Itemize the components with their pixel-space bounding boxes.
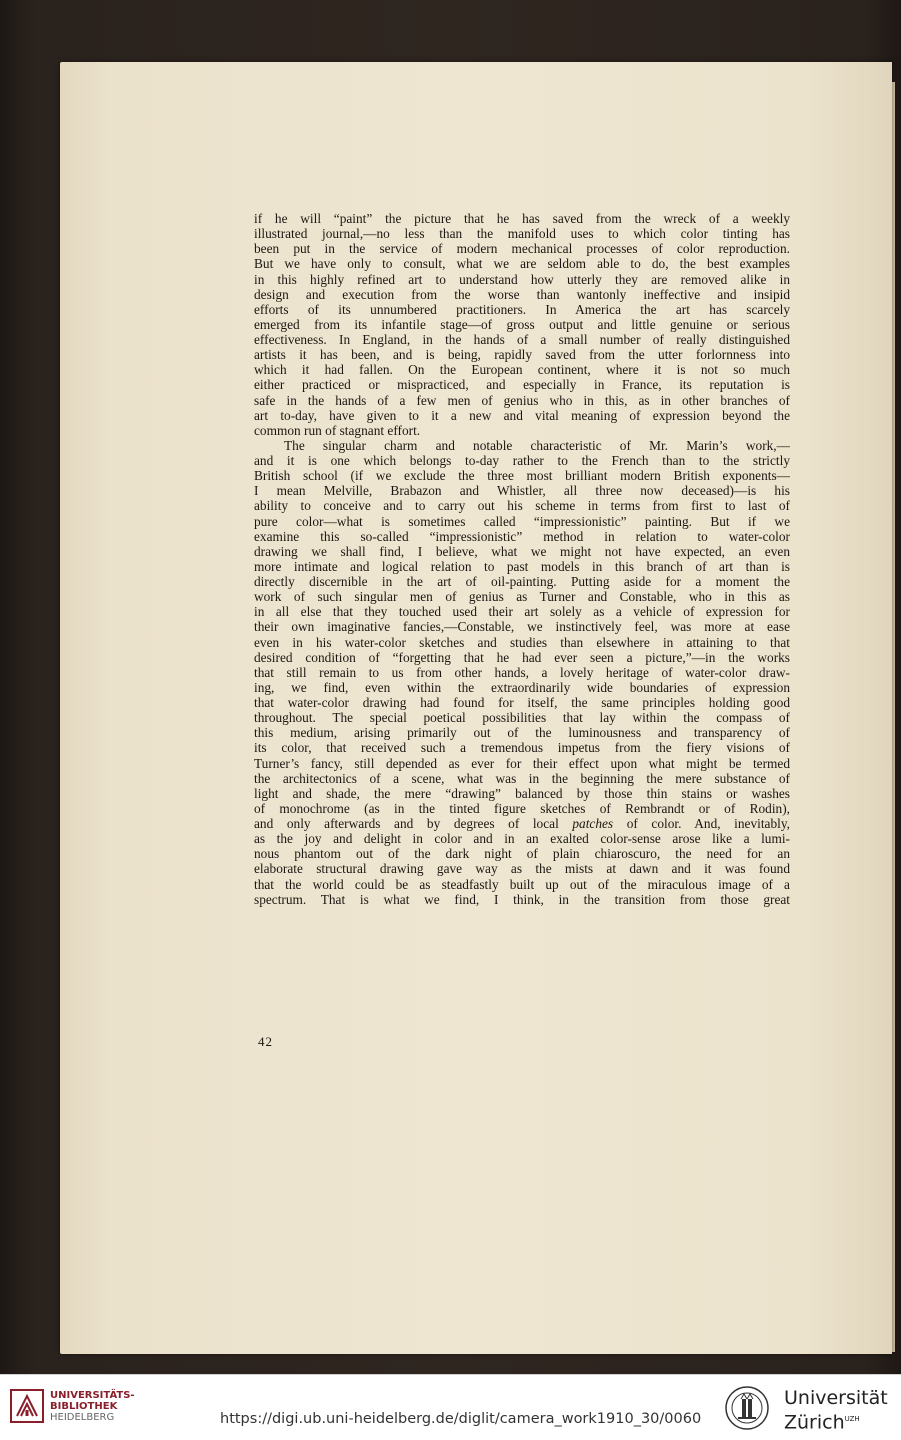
- permalink-url[interactable]: https://digi.ub.uni-heidelberg.de/diglit/camera_work1910_30/0060: [220, 1411, 702, 1427]
- text-line: in all else that they touched used their art solely as a vehicle of expression for: [254, 604, 790, 620]
- text-line: that the world could be as steadfastly built up out of the miraculous image of a: [254, 876, 790, 892]
- text-line: efforts of its unnumbered practitioners. In America the art has scarcely: [254, 301, 790, 317]
- text-line: in this highly refined art to understand how utterly they are removed alike in: [254, 271, 790, 287]
- text-line: light and shade, the mere “drawing” balanced by those thin stains or washes: [254, 785, 790, 801]
- text-line: and it is one which belongs to-day rather to the French than to the strictly: [254, 453, 790, 468]
- text-line: British school (if we exclude the three most brilliant modern British exponents—: [254, 468, 790, 484]
- text-line: common run of stagnant effort.: [254, 422, 421, 438]
- text-line: illustrated journal,—no less than the manifold uses to which color tinting has: [254, 226, 790, 242]
- text-line: work of such singular men of genius as Turner and Constable, who in this as: [254, 589, 790, 605]
- text-line: this medium, arising primarily out of the luminousness and transparency of: [254, 725, 790, 741]
- text-line: pure color—what is sometimes called “impressionistic” painting. But if we: [254, 513, 790, 529]
- university-library-name: [50, 1390, 135, 1423]
- text-line: throughout. The special poetical possibilities that lay within the compass of: [254, 710, 790, 726]
- body-text: [254, 211, 790, 907]
- library-city: HEIDELBERG: [50, 1412, 115, 1423]
- text-line: emerged from its infantile stage—of gross output and little genuine or serious: [254, 316, 790, 332]
- text-line: and only afterwards and by degrees of local patches of color. And, inevitably,: [254, 816, 790, 831]
- text-line: safe in the hands of a few men of genius who in this, as in other branches of: [254, 392, 790, 408]
- uzh-wordmark: [784, 1388, 888, 1433]
- text-line: ing, we find, even within the extraordinarily wide boundaries of expression: [254, 679, 790, 695]
- text-line: Turner’s fancy, still depended as ever for their effect upon what might be termed: [254, 755, 790, 771]
- text-line: been put in the service of modern mechanical processes of color reproduction.: [254, 241, 790, 257]
- text-line: examine this so-called “impressionistic” method in relation to water-color: [254, 528, 790, 544]
- italic-word: patches: [572, 816, 614, 831]
- text-line: of monochrome (as in the tinted figure sketches of Rembrandt or of Rodin),: [254, 800, 790, 816]
- text-line: more intimate and logical relation to past models in this branch of art than is: [254, 558, 790, 574]
- page-number: 42: [258, 1034, 273, 1049]
- text-line: But we have only to consult, what we are seldom able to do, the best examples: [254, 256, 790, 272]
- library-name-line1: UNIVERSITÄTS-: [50, 1390, 135, 1401]
- text-line: as the joy and delight in color and in an exalted color-sense arose like a lumi-: [254, 831, 790, 847]
- university-library-logo-icon: [10, 1389, 44, 1423]
- uzh-abbrev: UZH: [844, 1415, 860, 1423]
- text-line: either practiced or mispracticed, and especially in France, its reputation is: [254, 377, 790, 393]
- uzh-seal-icon: [724, 1385, 770, 1431]
- text-line: their own imaginative fancies,—Constable, we instinctively feel, was more at ease: [254, 619, 790, 635]
- text-line: desired condition of “forgetting that he had ever seen a picture,”—in the works: [254, 649, 790, 665]
- text-line: that water-color drawing had found for itself, the same principles holding good: [254, 695, 790, 710]
- text-line: The singular charm and notable characteristic of Mr. Marin’s work,—: [284, 437, 790, 453]
- text-line: ability to conceive and to carry out his scheme in terms from first to last of: [254, 498, 790, 514]
- text-line: effectiveness. In England, in the hands of a small number of really distinguished: [254, 332, 790, 347]
- text-line: drawing we shall find, I believe, what we might not have expected, an even: [254, 543, 790, 559]
- viewer-footer: [0, 1374, 901, 1440]
- text-line: art to-day, have given to it a new and vital meaning of expression beyond the: [254, 407, 790, 423]
- library-name-line2: BIBLIOTHEK: [50, 1401, 118, 1412]
- text-line: artists it has been, and is being, rapidly saved from the utter forlornness into: [254, 347, 790, 363]
- text-line: spectrum. That is what we find, I think, in the transition from those great: [254, 891, 790, 907]
- text-line: directly discernible in the art of oil-painting. Putting aside for a moment the: [254, 574, 790, 589]
- text-line: if he will “paint” the picture that he has saved from the wreck of a weekly: [254, 211, 790, 226]
- text-line: that still remain to us from other hands, a lovely heritage of water-color draw-: [254, 664, 790, 680]
- text-line: nous phantom out of the dark night of plain chiaroscuro, the need for an: [254, 846, 790, 862]
- text-line: design and execution from the worse than wantonly ineffective and insipid: [254, 286, 790, 302]
- text-line: the architectonics of a scene, what was in the beginning the mere substance of: [254, 770, 790, 786]
- uzh-line2: Zürich: [784, 1411, 845, 1434]
- text-line: even in his water-color sketches and studies than elsewhere in attaining to that: [254, 634, 790, 650]
- text-line: which it had fallen. On the European continent, where it is not so much: [254, 362, 790, 378]
- text-line: I mean Melville, Brabazon and Whistler, all three now deceased)—is his: [254, 483, 790, 499]
- uzh-line1: Universität: [784, 1387, 888, 1409]
- text-line: elaborate structural drawing gave way as the mists at dawn and it was found: [254, 861, 790, 877]
- text-line: its color, that received such a tremendous impetus from the fiery visions of: [254, 740, 790, 756]
